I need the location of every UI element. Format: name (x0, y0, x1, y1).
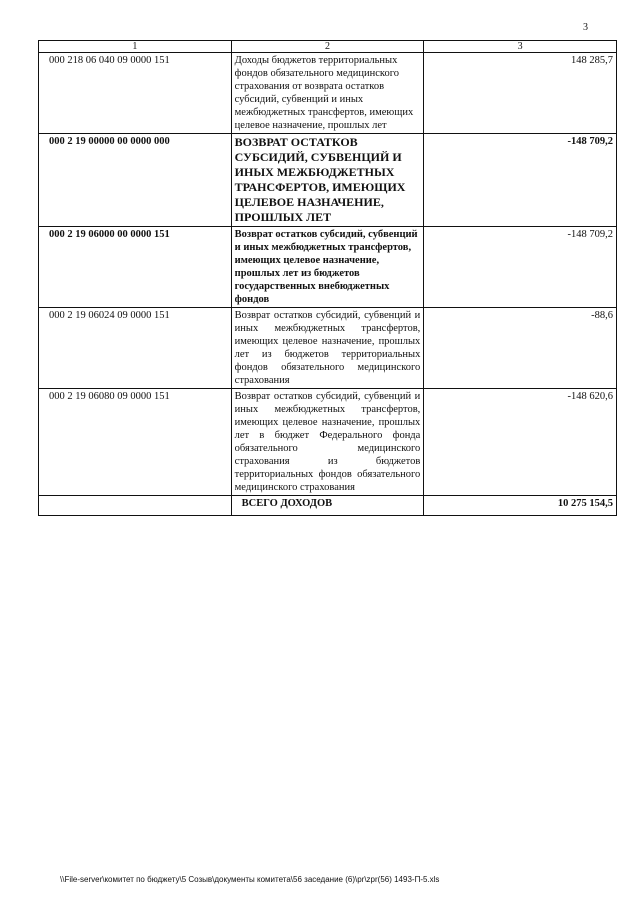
column-header-2: 2 (231, 41, 424, 53)
file-path-footer: \\File-server\комитет по бюджету\5 Созыв\документы комитета\56 заседание (6)\pr\zpr(56) 1493-П-5.xls (60, 875, 440, 884)
revenue-name: Возврат остатков субсидий, субвенций и иных межбюджетных трансфертов, имеющих целевое назначение, прошлых лет в бюджет Федерального фонда обязательного медицинского страхования из бюджетов территориальных фондов обязательного медицинского страхования (231, 389, 424, 496)
total-row (39, 496, 617, 516)
revenue-table (38, 40, 617, 516)
amount-value: -148 620,6 (424, 389, 617, 496)
budget-code: 000 218 06 040 09 0000 151 (39, 53, 232, 134)
revenue-name: Доходы бюджетов территориальных фондов обязательного медицинского страхования от возврата остатков субсидий, субвенций и иных межбюджетных трансфертов, имеющих целевое назначение, прошлых лет (231, 53, 424, 134)
revenue-name: ВОЗВРАТ ОСТАТКОВ СУБСИДИЙ, СУБВЕНЦИЙ И ИНЫХ МЕЖБЮДЖЕТНЫХ ТРАНСФЕРТОВ, ИМЕЮЩИХ ЦЕЛЕВОЕ НАЗНАЧЕНИЕ, ПРОШЛЫХ ЛЕТ (231, 134, 424, 227)
revenue-name: Возврат остатков субсидий, субвенций и иных межбюджетных трансфертов, имеющих целевое назначение, прошлых лет из бюджетов государственных внебюджетных фондов (231, 227, 424, 308)
total-amount: 10 275 154,5 (424, 496, 617, 516)
table-row (39, 134, 617, 227)
total-label: ВСЕГО ДОХОДОВ (231, 496, 424, 516)
table-row (39, 308, 617, 389)
table-row (39, 227, 617, 308)
total-code-cell (39, 496, 232, 516)
revenue-name: Возврат остатков субсидий, субвенций и иных межбюджетных трансфертов, имеющих целевое назначение, прошлых лет из бюджетов территориальных фондов обязательного медицинского страхования (231, 308, 424, 389)
table-header-row (39, 41, 617, 53)
budget-code: 000 2 19 06024 09 0000 151 (39, 308, 232, 389)
budget-code: 000 2 19 00000 00 0000 000 (39, 134, 232, 227)
amount-value: 148 285,7 (424, 53, 617, 134)
table-row (39, 53, 617, 134)
amount-value: -148 709,2 (424, 134, 617, 227)
column-header-3: 3 (424, 41, 617, 53)
budget-code: 000 2 19 06000 00 0000 151 (39, 227, 232, 308)
amount-value: -88,6 (424, 308, 617, 389)
budget-code: 000 2 19 06080 09 0000 151 (39, 389, 232, 496)
amount-value: -148 709,2 (424, 227, 617, 308)
table-row (39, 389, 617, 496)
page-number: 3 (583, 22, 588, 33)
column-header-1: 1 (39, 41, 232, 53)
